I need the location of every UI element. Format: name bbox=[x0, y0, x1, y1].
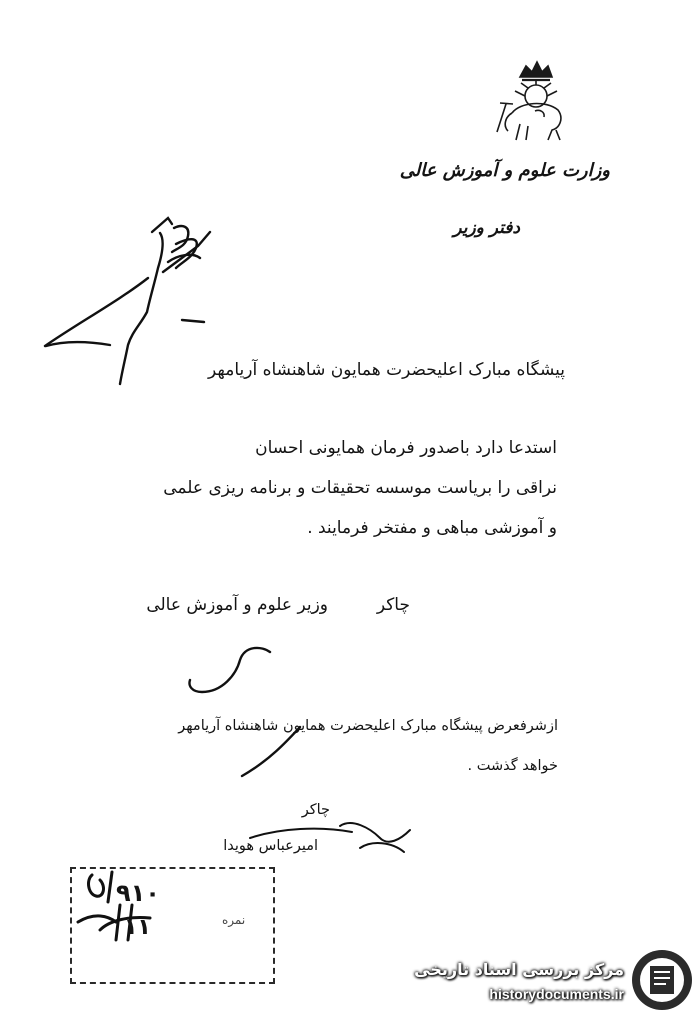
stamp-number-2: ۱۱ bbox=[124, 915, 151, 940]
body-line-1: استدعا دارد باصدور فرمان همایونی احسان bbox=[255, 438, 557, 458]
stamp-number: ۹۱۰ bbox=[116, 879, 160, 907]
signoff-title: وزیر علوم و آموزش عالی bbox=[146, 595, 328, 615]
address-line: پیشگاه مبارک اعلیحضرت همایون شاهنشاه آریامهر bbox=[208, 360, 565, 380]
registration-stamp bbox=[70, 867, 275, 984]
reply-line-1: ازشرفعرض پیشگاه مبارک اعلیحضرت همایون شاهنشاه آریامهر bbox=[178, 718, 558, 734]
handwritten-flourish bbox=[190, 648, 301, 776]
watermark-url[interactable]: historydocuments.ir bbox=[489, 986, 624, 1002]
handwritten-signature-upper bbox=[45, 218, 210, 384]
body-line-3: و آموزشی مباهی و مفتخر فرمایند . bbox=[307, 518, 557, 538]
body-line-2: نراقی را بریاست موسسه تحقیقات و برنامه ریزی علمی bbox=[163, 478, 557, 498]
watermark-title: مرکز بررسی اسناد تاریخی bbox=[414, 960, 624, 979]
archive-watermark bbox=[400, 952, 700, 1018]
reply-line-2: خواهد گذشت . bbox=[467, 758, 558, 774]
signoff-chaker: چاکر bbox=[376, 595, 410, 615]
office-of-minister: دفتر وزیر bbox=[453, 218, 520, 238]
stamp-partial-text: نمره bbox=[222, 913, 246, 927]
pm-signoff-name: امیرعباس هویدا bbox=[223, 838, 318, 854]
pm-signoff-chaker: چاکر bbox=[301, 802, 330, 818]
ministry-letterhead: وزارت علوم و آموزش عالی bbox=[399, 160, 610, 181]
lion-and-sun-emblem bbox=[497, 62, 561, 140]
